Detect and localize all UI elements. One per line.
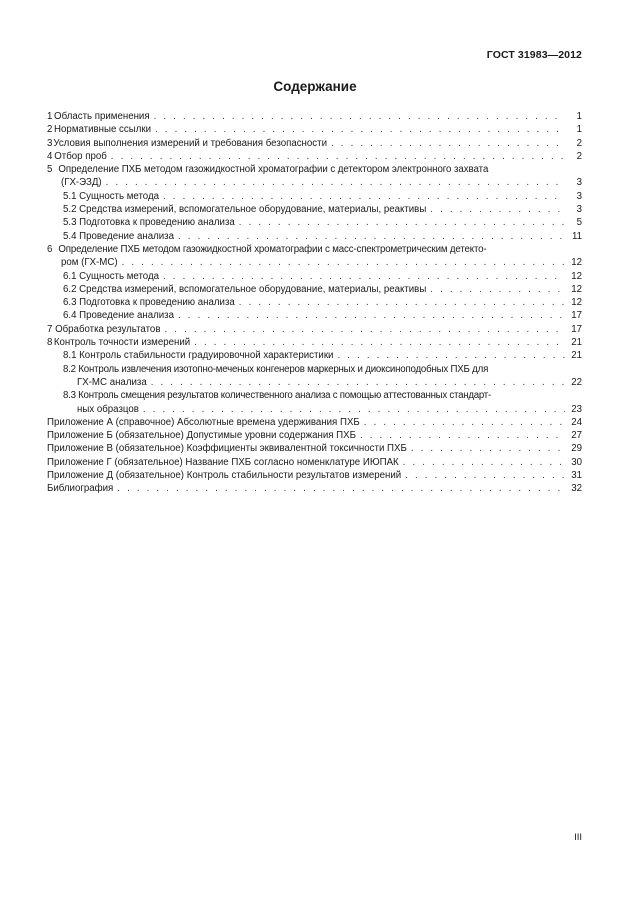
toc-entry-appendix-v[interactable] [47,442,582,455]
toc-entry-label: 8.1 Контроль стабильности градуировочной характеристики [63,350,334,362]
toc-entry-5-1[interactable] [47,190,582,203]
toc-entry-label: Область применения [54,111,150,122]
toc-entry-appendix-g[interactable] [47,456,582,469]
toc-entry-label: 8.3 Контроль смещения результатов количественного анализа с помощью аттестованных стандарт- [63,390,491,402]
toc-entry-page: 31 [571,470,582,482]
toc-entry-page: 21 [571,337,582,349]
dot-leader [403,456,565,469]
toc-entry-page: 29 [571,443,582,455]
toc-entry-label: 5.4 Проведение анализа [63,230,175,242]
toc-entry-page: 2 [576,137,582,149]
toc-entry-page: 22 [571,376,582,388]
toc-entry-page: 12 [571,283,582,295]
toc-entry-number: 2 [47,124,53,136]
toc-entry-number: 3 [47,137,53,149]
toc-entry-6-4[interactable] [47,309,582,322]
toc-entry-page: 24 [571,416,582,428]
toc-entry-label: 6.1 Сущность метода [63,270,159,282]
toc-entry-page: 30 [571,456,582,468]
toc-entry-label: 5.3 Подготовка к проведению анализа [63,217,235,229]
toc-entry-appendix-a[interactable] [47,416,582,429]
dot-leader [194,336,565,349]
toc-entry-appendix-b[interactable] [47,429,582,442]
dot-leader [178,230,565,243]
toc-entry-number: 1 [47,111,53,122]
toc-entry-8-2[interactable] [47,363,582,376]
toc-entry-page: 23 [571,403,582,415]
toc-entry-label: Приложение Д (обязательное) Контроль стабильности результатов измерений [47,470,402,482]
dot-leader [164,323,565,336]
toc-entry-5[interactable] [47,163,582,176]
toc-entry-label: ГХ-МС анализа [77,376,147,388]
toc-entry-8-3-continuation[interactable] [47,403,582,416]
toc-entry-8-1[interactable] [47,349,582,362]
toc-entry-page: 3 [576,177,582,189]
toc-entry-page: 11 [571,230,582,242]
dot-leader [364,416,565,429]
toc-entry-7[interactable] [47,323,582,336]
table-of-contents [47,110,582,496]
toc-entry-number: 4 [47,150,53,162]
toc-entry-number: 5 [47,164,53,176]
dot-leader [360,429,565,442]
toc-entry-page: 2 [576,150,582,162]
toc-entry-label: (ГХ-ЭЗД) [61,177,102,189]
toc-entry-page: 5 [576,217,582,229]
toc-entry-label: 8.2 Контроль извлечения изотопно-меченых конгенеров маркерных и диоксиноподобных ПХБ для [63,363,489,375]
dot-leader [430,283,565,296]
toc-entry-label: Отбор проб [54,150,107,162]
toc-entry-appendix-d[interactable] [47,469,582,482]
toc-entry-label: ром (ГХ-МС) [61,257,118,269]
dot-leader [239,216,565,229]
toc-entry-number: 6 [47,243,53,255]
dot-leader [106,176,565,189]
dot-leader [154,110,565,123]
toc-entry-6-continuation[interactable] [47,256,582,269]
toc-entry-label: Контроль точности измерений [53,337,191,349]
toc-entry-page: 12 [571,297,582,309]
dot-leader [411,442,565,455]
dot-leader [155,123,565,136]
document-code: ГОСТ 31983—2012 [486,49,582,61]
toc-entry-label: Приложение Б (обязательное) Допустимые уровни содержания ПХБ [47,430,356,442]
toc-entry-6-1[interactable] [47,270,582,283]
toc-entry-label: ных образцов [77,403,139,415]
toc-entry-5-2[interactable] [47,203,582,216]
toc-entry-label: Приложение В (обязательное) Коэффициенты эквивалентной токсичности ПХБ [47,443,407,455]
toc-entry-5-3[interactable] [47,216,582,229]
toc-entry-page: 1 [576,111,582,122]
toc-entry-number: 8 [47,337,53,349]
dot-leader [111,150,565,163]
dot-leader [122,256,565,269]
toc-entry-label: Приложение Г (обязательное) Название ПХБ согласно номенклатуре ИЮПАК [47,456,399,468]
toc-entry-page: 12 [571,270,582,282]
dot-leader [239,296,565,309]
toc-entry-label: 6.4 Проведение анализа [63,310,175,322]
toc-entry-4[interactable] [47,150,582,163]
toc-entry-2[interactable] [47,123,582,136]
toc-entry-page: 27 [571,430,582,442]
toc-entry-label: Приложение А (справочное) Абсолютные времена удерживания ПХБ [47,416,360,428]
toc-entry-label: 5.2 Средства измерений, вспомогательное оборудование, материалы, реактивы [63,204,427,216]
toc-entry-page: 32 [571,483,582,495]
toc-entry-page: 21 [571,350,582,362]
dot-leader [163,270,565,283]
toc-entry-6-2[interactable] [47,283,582,296]
dot-leader [337,349,565,362]
toc-entry-8-2-continuation[interactable] [47,376,582,389]
page-number: III [574,832,582,843]
toc-entry-label: 7 Обработка результатов [47,323,161,335]
page-title: Содержание [273,79,357,94]
toc-entry-label: Библиография [47,483,114,495]
dot-leader [143,403,565,416]
dot-leader [163,190,565,203]
toc-entry-6[interactable] [47,243,582,256]
toc-entry-5-4[interactable] [47,230,582,243]
dot-leader [117,482,565,495]
toc-entry-page: 3 [576,190,582,202]
toc-entry-label: 6.2 Средства измерений, вспомогательное оборудование, материалы, реактивы [63,283,427,295]
dot-leader [178,309,565,322]
toc-entry-8-3[interactable] [47,389,582,402]
toc-entry-3[interactable] [47,137,582,150]
toc-entry-label: Определение ПХБ методом газожидкостной хроматографии с масс-спектрометрическим детекто- [58,243,487,255]
toc-entry-page: 12 [571,257,582,269]
toc-entry-8[interactable] [47,336,582,349]
toc-entry-page: 17 [571,310,582,322]
toc-entry-6-3[interactable] [47,296,582,309]
toc-entry-label: 5.1 Сущность метода [63,190,159,202]
toc-entry-page: 3 [576,204,582,216]
toc-entry-5-continuation[interactable] [47,176,582,189]
dot-leader [430,203,565,216]
dot-leader [331,137,565,150]
toc-entry-page: 1 [576,124,582,136]
toc-entry-label: Определение ПХБ методом газожидкостной хроматографии с детектором электронного захвата [58,164,489,176]
toc-entry-page: 17 [571,323,582,335]
dot-leader [405,469,565,482]
dot-leader [151,376,565,389]
toc-entry-label: 6.3 Подготовка к проведению анализа [63,297,235,309]
toc-entry-bibliography[interactable] [47,482,582,495]
toc-entry-1[interactable] [47,110,582,123]
toc-entry-label: Условия выполнения измерений и требования безопасности [53,137,327,149]
toc-entry-label: Нормативные ссылки [54,124,151,136]
